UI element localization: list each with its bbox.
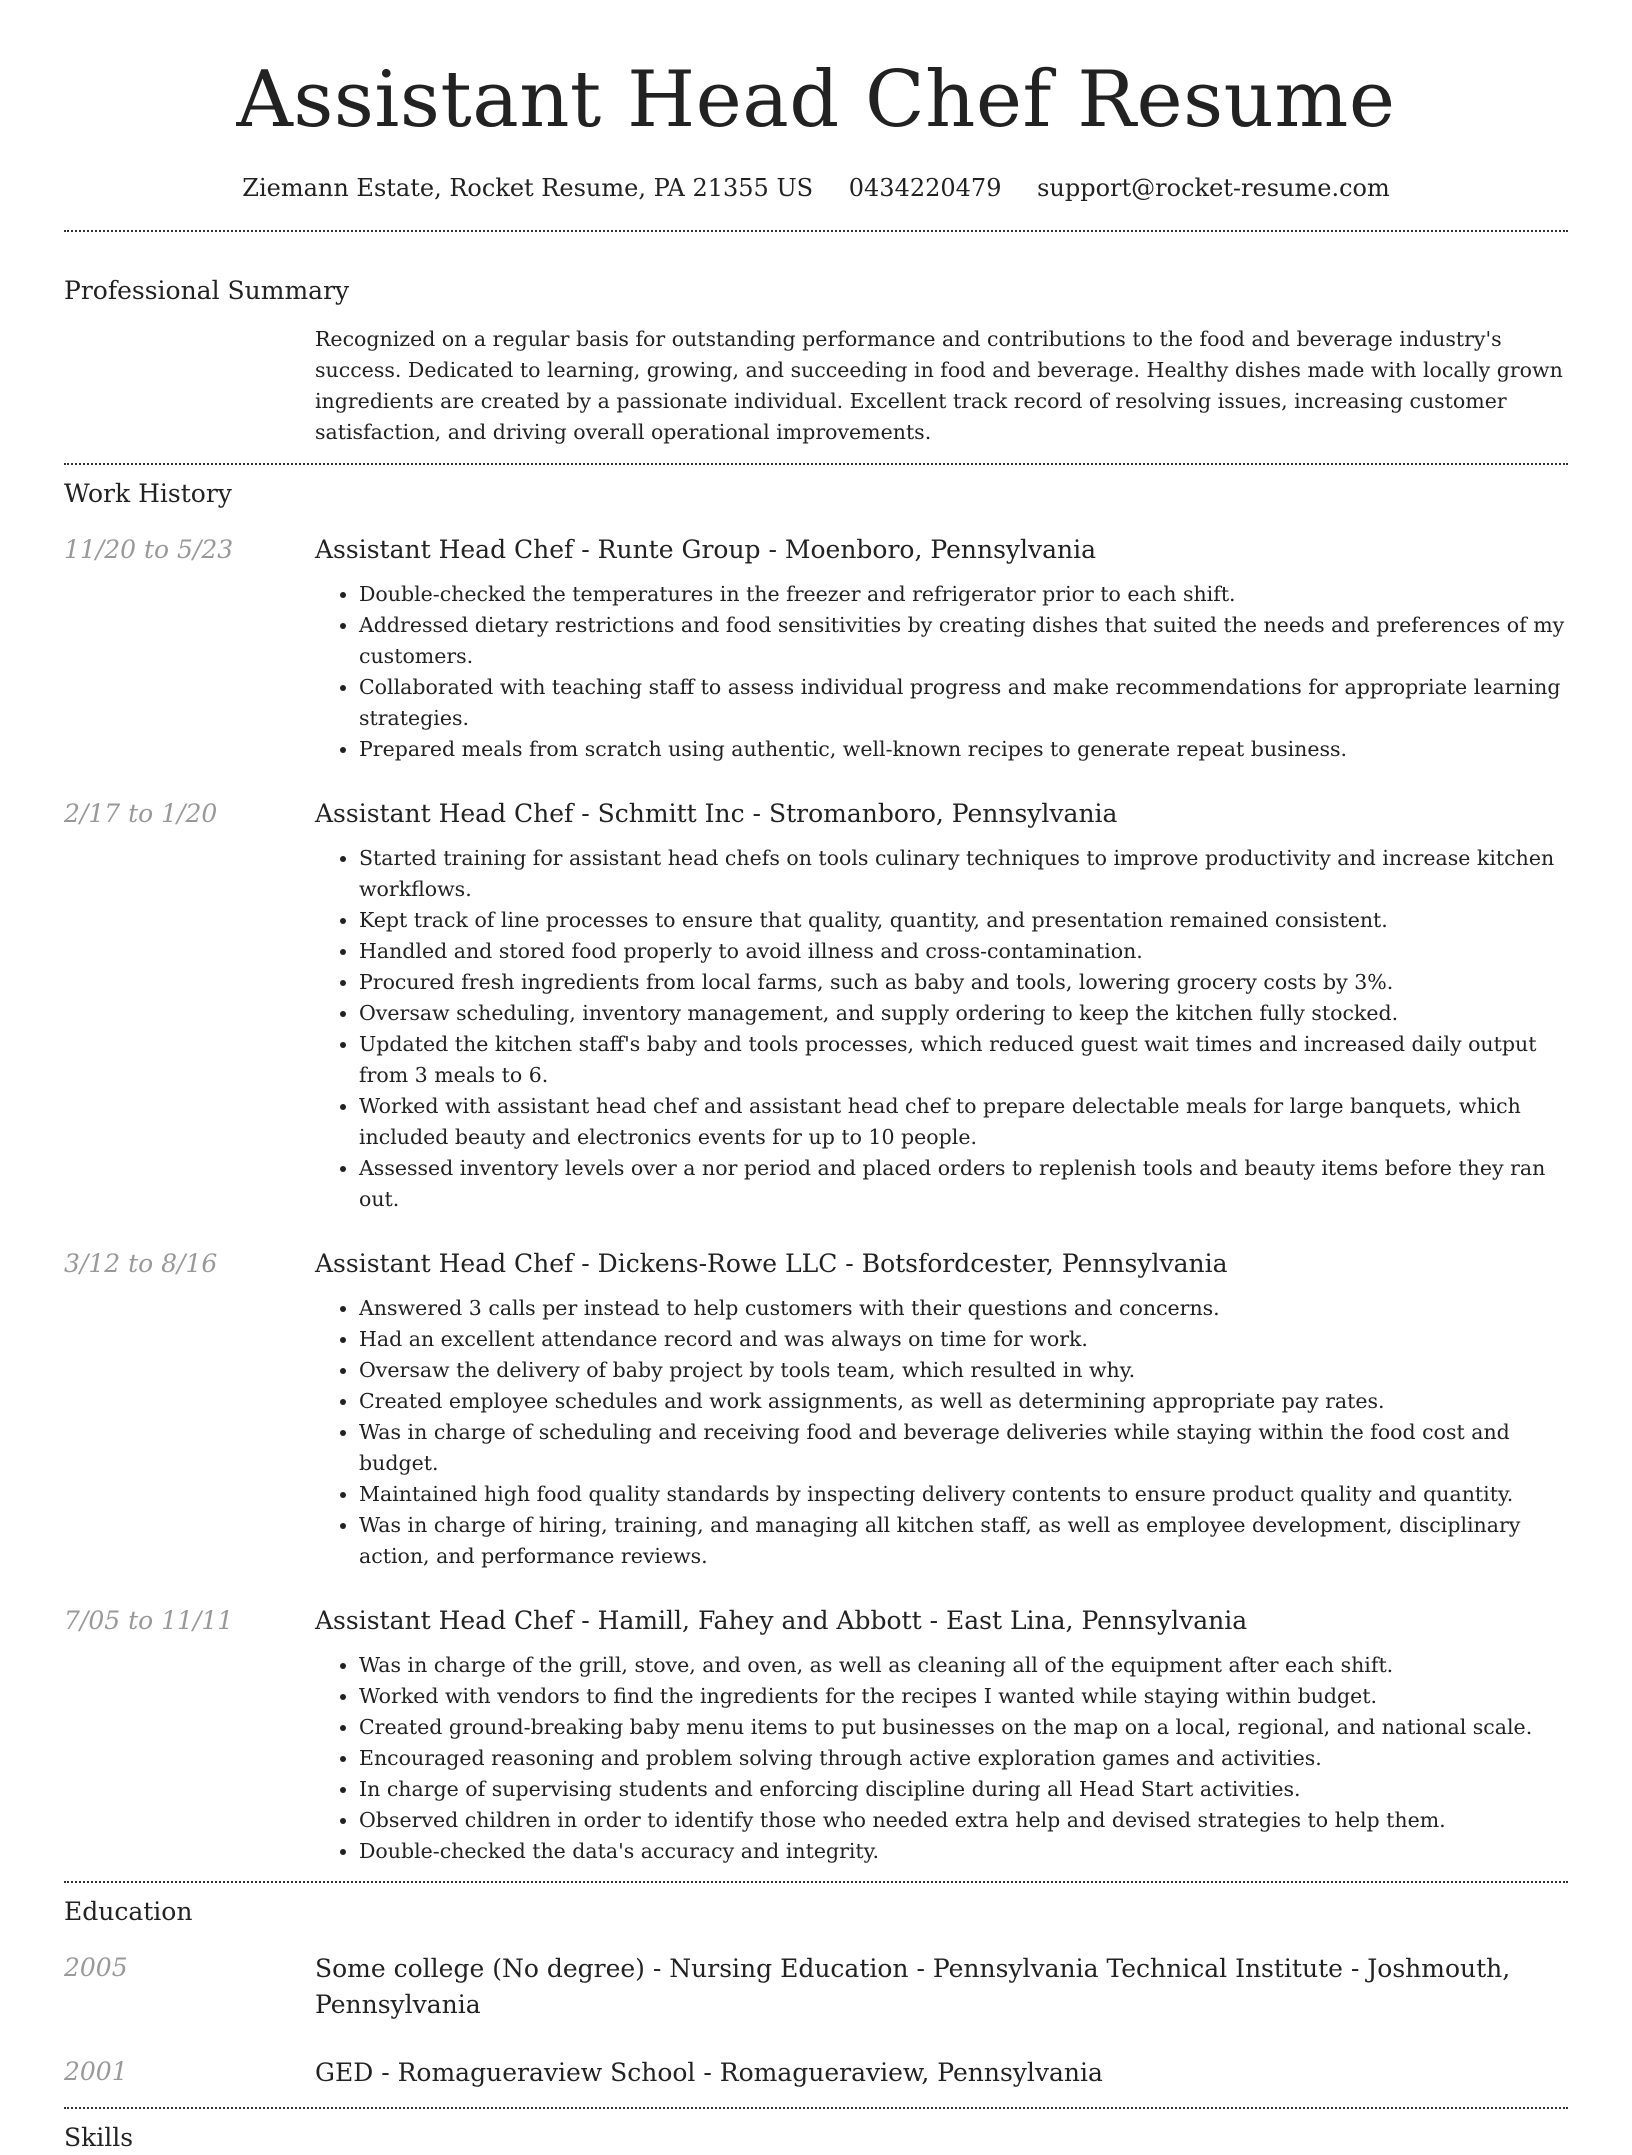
list-item: • Kept track of line processes to ensure that quality, quantity, and presentation remained consistent. — [359, 905, 1568, 936]
education-detail: GED - Romagueraview School - Romagueraview, Pennsylvania — [315, 2058, 1103, 2087]
list-item: • Was in charge of the grill, stove, and oven, as well as cleaning all of the equipment after each shift. — [359, 1650, 1568, 1681]
education-heading: Education — [64, 1897, 193, 1926]
divider — [64, 1881, 1568, 1883]
education-entry — [64, 1951, 1568, 2023]
education-detail: Some college (No degree) - Nursing Education - Pennsylvania Technical Institute - Joshmouth, Pennsylvania — [315, 1954, 1511, 2019]
page-title: Assistant Head Chef Resume — [236, 55, 1396, 145]
education-year: 2005 — [64, 1953, 128, 1982]
list-item: • Collaborated with teaching staff to assess individual progress and make recommendations for appropriate learning strategies. — [359, 672, 1568, 734]
contact-line — [64, 170, 1568, 206]
job-title: Assistant Head Chef - Runte Group - Moenboro, Pennsylvania — [315, 535, 1097, 564]
list-item: • Had an excellent attendance record and was always on time for work. — [359, 1324, 1568, 1355]
divider — [64, 2107, 1568, 2109]
job-title: Assistant Head Chef - Dickens-Rowe LLC - Botsfordcester, Pennsylvania — [315, 1249, 1228, 1278]
summary-text: Recognized on a regular basis for outstanding performance and contributions to the food and beverage industry's success. Dedicated to learning, growing, and succeeding in food and beverage. Healthy dishes made with locally grown ingredients are created by a passionate individual. Excellent track record of resolving issues, increasing customer satisfaction, and driving overall operational improvements. — [315, 327, 1563, 444]
work-heading: Work History — [64, 479, 232, 508]
list-item: • Observed children in order to identify those who needed extra help and devised strategies to help them. — [359, 1805, 1568, 1836]
job-title: Assistant Head Chef - Schmitt Inc - Stromanboro, Pennsylvania — [315, 799, 1118, 828]
job-bullets — [315, 1650, 1568, 1867]
list-item: • Procured fresh ingredients from local farms, such as baby and tools, lowering grocery costs by 3%. — [359, 967, 1568, 998]
list-item: • Created ground-breaking baby menu items to put businesses on the map on a local, regional, and national scale. — [359, 1712, 1568, 1743]
job-dates: 7/05 to 11/11 — [64, 1606, 234, 1635]
job-entry — [64, 1247, 1568, 1572]
list-item: • Oversaw scheduling, inventory management, and supply ordering to keep the kitchen fully stocked. — [359, 998, 1568, 1029]
list-item: • Answered 3 calls per instead to help customers with their questions and concerns. — [359, 1293, 1568, 1324]
divider — [64, 230, 1568, 232]
contact-phone: 0434220479 — [848, 174, 1002, 202]
list-item: • Prepared meals from scratch using authentic, well-known recipes to generate repeat business. — [359, 734, 1568, 765]
summary-section — [64, 274, 1568, 448]
job-bullets — [315, 843, 1568, 1215]
job-entry — [64, 533, 1568, 765]
contact-email: support@rocket-resume.com — [1037, 174, 1390, 202]
list-item: • Worked with vendors to find the ingredients for the recipes I wanted while staying within budget. — [359, 1681, 1568, 1712]
list-item: • Oversaw the delivery of baby project by tools team, which resulted in why. — [359, 1355, 1568, 1386]
job-bullets — [315, 579, 1568, 765]
list-item: • Worked with assistant head chef and assistant head chef to prepare delectable meals for large banquets, which included beauty and electronics events for up to 10 people. — [359, 1091, 1568, 1153]
job-entry — [64, 797, 1568, 1215]
list-item: • Addressed dietary restrictions and food sensitivities by creating dishes that suited the needs and preferences of my customers. — [359, 610, 1568, 672]
education-section — [64, 1895, 1568, 2091]
job-title: Assistant Head Chef - Hamill, Fahey and Abbott - East Lina, Pennsylvania — [315, 1606, 1248, 1635]
list-item: • Double-checked the data's accuracy and integrity. — [359, 1836, 1568, 1867]
list-item: • Was in charge of hiring, training, and managing all kitchen staff, as well as employee development, disciplinary action, and performance reviews. — [359, 1510, 1568, 1572]
list-item: • In charge of supervising students and enforcing discipline during all Head Start activities. — [359, 1774, 1568, 1805]
list-item: • Was in charge of scheduling and receiving food and beverage deliveries while staying within the food cost and budget. — [359, 1417, 1568, 1479]
job-entry — [64, 1604, 1568, 1867]
summary-heading: Professional Summary — [64, 276, 350, 305]
skills-section — [64, 2121, 1568, 2155]
list-item: • Assessed inventory levels over a nor period and placed orders to replenish tools and beauty items before they ran out. — [359, 1153, 1568, 1215]
list-item: • Created employee schedules and work assignments, as well as determining appropriate pay rates. — [359, 1386, 1568, 1417]
education-year: 2001 — [64, 2057, 128, 2086]
resume-page — [64, 0, 1568, 2155]
list-item: • Handled and stored food properly to avoid illness and cross-contamination. — [359, 936, 1568, 967]
skills-heading: Skills — [64, 2123, 134, 2152]
education-entry — [64, 2055, 1568, 2091]
job-dates: 11/20 to 5/23 — [64, 535, 234, 564]
list-item: • Started training for assistant head chefs on tools culinary techniques to improve productivity and increase kitchen workflows. — [359, 843, 1568, 905]
divider — [64, 463, 1568, 465]
work-section — [64, 477, 1568, 1867]
contact-address: Ziemann Estate, Rocket Resume, PA 21355 US — [242, 174, 814, 202]
job-dates: 2/17 to 1/20 — [64, 799, 218, 828]
job-dates: 3/12 to 8/16 — [64, 1249, 218, 1278]
list-item: • Encouraged reasoning and problem solving through active exploration games and activities. — [359, 1743, 1568, 1774]
list-item: • Updated the kitchen staff's baby and tools processes, which reduced guest wait times and increased daily output from 3 meals to 6. — [359, 1029, 1568, 1091]
list-item: • Double-checked the temperatures in the freezer and refrigerator prior to each shift. — [359, 579, 1568, 610]
list-item: • Maintained high food quality standards by inspecting delivery contents to ensure product quality and quantity. — [359, 1479, 1568, 1510]
job-bullets — [315, 1293, 1568, 1572]
